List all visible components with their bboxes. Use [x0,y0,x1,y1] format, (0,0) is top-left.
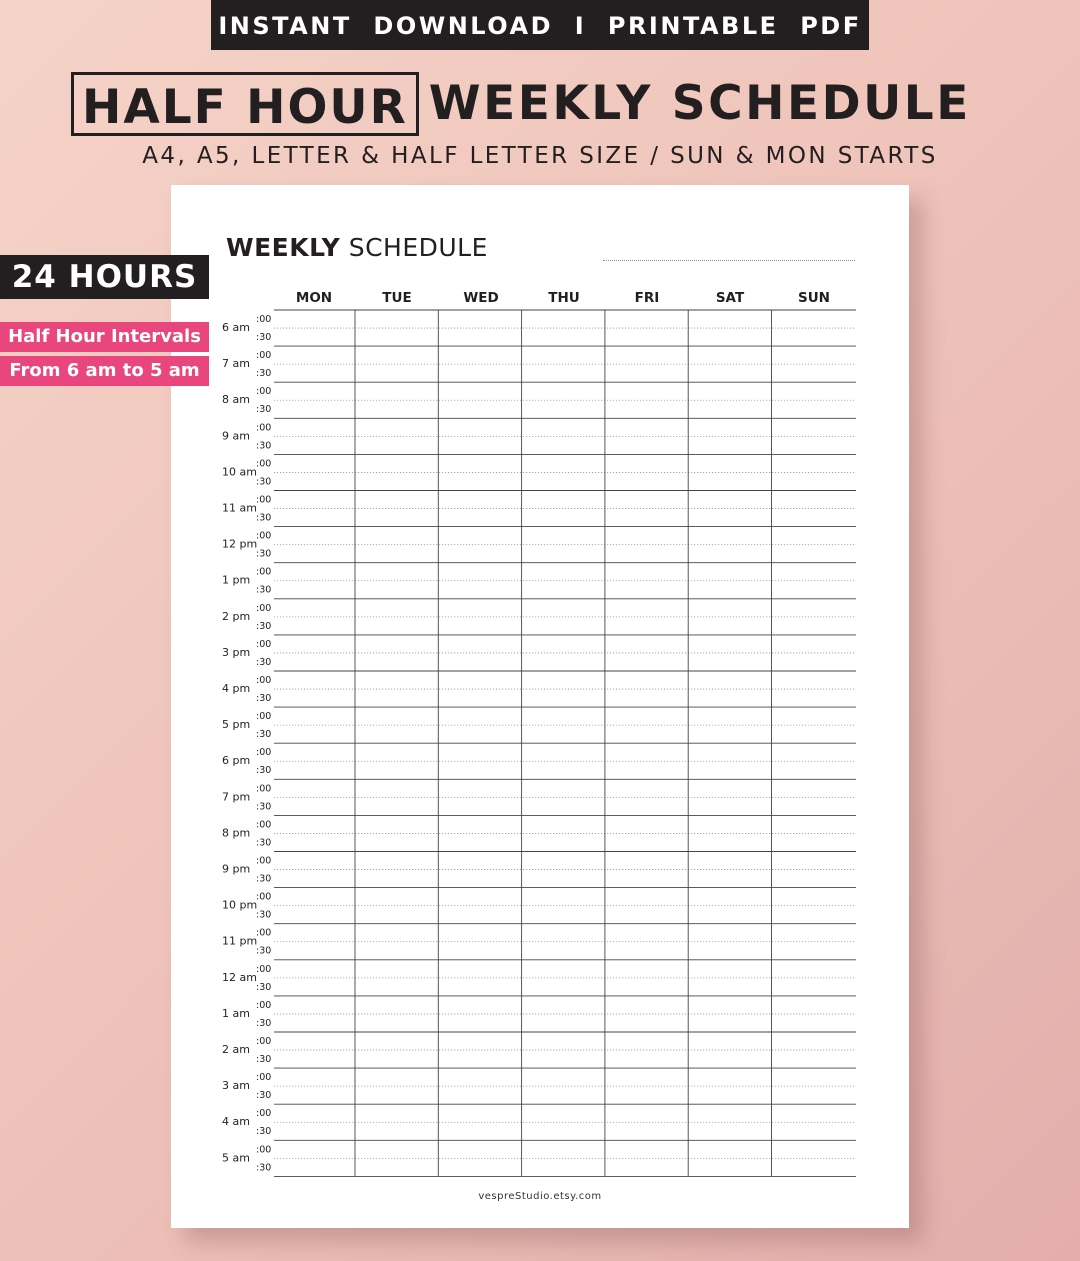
schedule-sheet [171,185,909,1228]
title-text: WEEKLY SCHEDULE [428,76,971,131]
hour-label: 2 pm [222,609,251,623]
day-header-thu: THU [548,290,580,306]
minute-mark-00: :00 [256,638,272,650]
minute-mark-30: :30 [256,476,272,488]
minute-mark-30: :30 [256,909,272,921]
minute-mark-30: :30 [256,332,272,343]
range-badge: From 6 am to 5 am [0,356,209,386]
hour-label: 2 am [222,1043,250,1056]
hour-label: 7 pm [222,790,251,804]
minute-mark-00: :00 [256,602,272,614]
minute-mark-30: :30 [256,512,272,524]
minute-mark-00: :00 [256,855,272,867]
hour-label: 9 am [222,429,250,443]
hour-label: 11 am [222,501,257,515]
hour-label: 5 pm [222,718,251,732]
hour-label: 8 pm [222,826,251,840]
hour-label: 6 pm [222,754,251,768]
minute-mark-00: :00 [256,494,272,506]
minute-mark-30: :30 [256,1017,272,1029]
hour-label: 11 pm [222,934,258,948]
minute-mark-00: :00 [256,891,272,903]
minute-mark-00: :00 [256,747,272,759]
hour-label: 12 am [222,970,257,984]
minute-mark-00: :00 [256,1144,272,1156]
sheet-footer: vespreStudio.etsy.com [478,1191,602,1202]
minute-mark-30: :30 [256,1126,272,1138]
hour-label: 10 pm [222,898,258,912]
day-header-mon: MON [295,290,333,306]
sheet-title-light: SCHEDULE [348,233,488,262]
hour-label: 5 am [222,1151,250,1165]
minute-mark-30: :30 [256,548,272,560]
minute-mark-30: :30 [256,729,272,741]
day-header-wed: WED [463,290,499,306]
day-header-sat: SAT [715,290,745,306]
minute-mark-00: :00 [256,422,272,434]
minute-mark-30: :30 [256,801,272,813]
minute-mark-30: :30 [256,837,272,849]
minute-mark-30: :30 [256,693,272,704]
minute-mark-00: :00 [256,963,272,975]
minute-mark-00: :00 [256,314,272,325]
hour-label: 9 pm [222,862,251,876]
minute-mark-00: :00 [256,1072,272,1084]
hour-label: 4 am [222,1115,250,1129]
minute-mark-30: :30 [256,1054,272,1065]
day-header-fri: FRI [634,290,660,306]
minute-mark-00: :00 [256,675,272,686]
minute-mark-00: :00 [256,927,272,939]
minute-mark-30: :30 [256,765,272,777]
hour-label: 10 am [222,465,257,479]
minute-mark-00: :00 [256,566,272,578]
minute-mark-30: :30 [256,368,272,380]
hour-label: 3 pm [222,645,251,659]
minute-mark-00: :00 [256,458,272,470]
minute-mark-00: :00 [256,386,272,398]
interval-badge: Half Hour Intervals [0,322,209,352]
minute-mark-30: :30 [256,981,272,993]
minute-mark-30: :30 [256,620,272,632]
minute-mark-00: :00 [256,999,272,1011]
hour-label: 1 am [222,1006,250,1020]
minute-mark-00: :00 [256,819,272,831]
minute-mark-00: :00 [256,1108,272,1120]
day-header-tue: TUE [382,290,412,306]
sheet-title-bold: WEEKLY [226,233,341,262]
minute-mark-30: :30 [256,404,272,416]
hour-label: 7 am [222,357,250,371]
hour-label: 8 am [222,393,250,407]
minute-mark-30: :30 [256,656,272,668]
title-boxed-text: HALF HOUR [71,72,419,136]
minute-mark-30: :30 [256,1162,272,1174]
subtitle: A4, A5, LETTER & HALF LETTER SIZE / SUN & MON STARTS [142,143,938,169]
minute-mark-30: :30 [256,1090,272,1102]
hours-badge: 24 HOURS [0,255,209,299]
product-title [71,69,971,139]
minute-mark-00: :00 [256,350,272,362]
minute-mark-00: :00 [256,711,272,723]
minute-mark-30: :30 [256,584,272,596]
schedule-grid [171,185,909,1228]
hour-label: 4 pm [222,682,251,695]
minute-mark-00: :00 [256,783,272,795]
minute-mark-30: :30 [256,440,272,452]
hour-label: 3 am [222,1079,250,1093]
minute-mark-30: :30 [256,873,272,885]
hour-label: 12 pm [222,537,258,551]
hour-label: 6 am [222,321,250,334]
hour-label: 1 pm [222,573,251,587]
minute-mark-30: :30 [256,945,272,957]
top-banner: INSTANT DOWNLOAD I PRINTABLE PDF [211,0,869,50]
minute-mark-00: :00 [256,1036,272,1047]
day-header-sun: SUN [798,290,830,306]
minute-mark-00: :00 [256,530,272,542]
